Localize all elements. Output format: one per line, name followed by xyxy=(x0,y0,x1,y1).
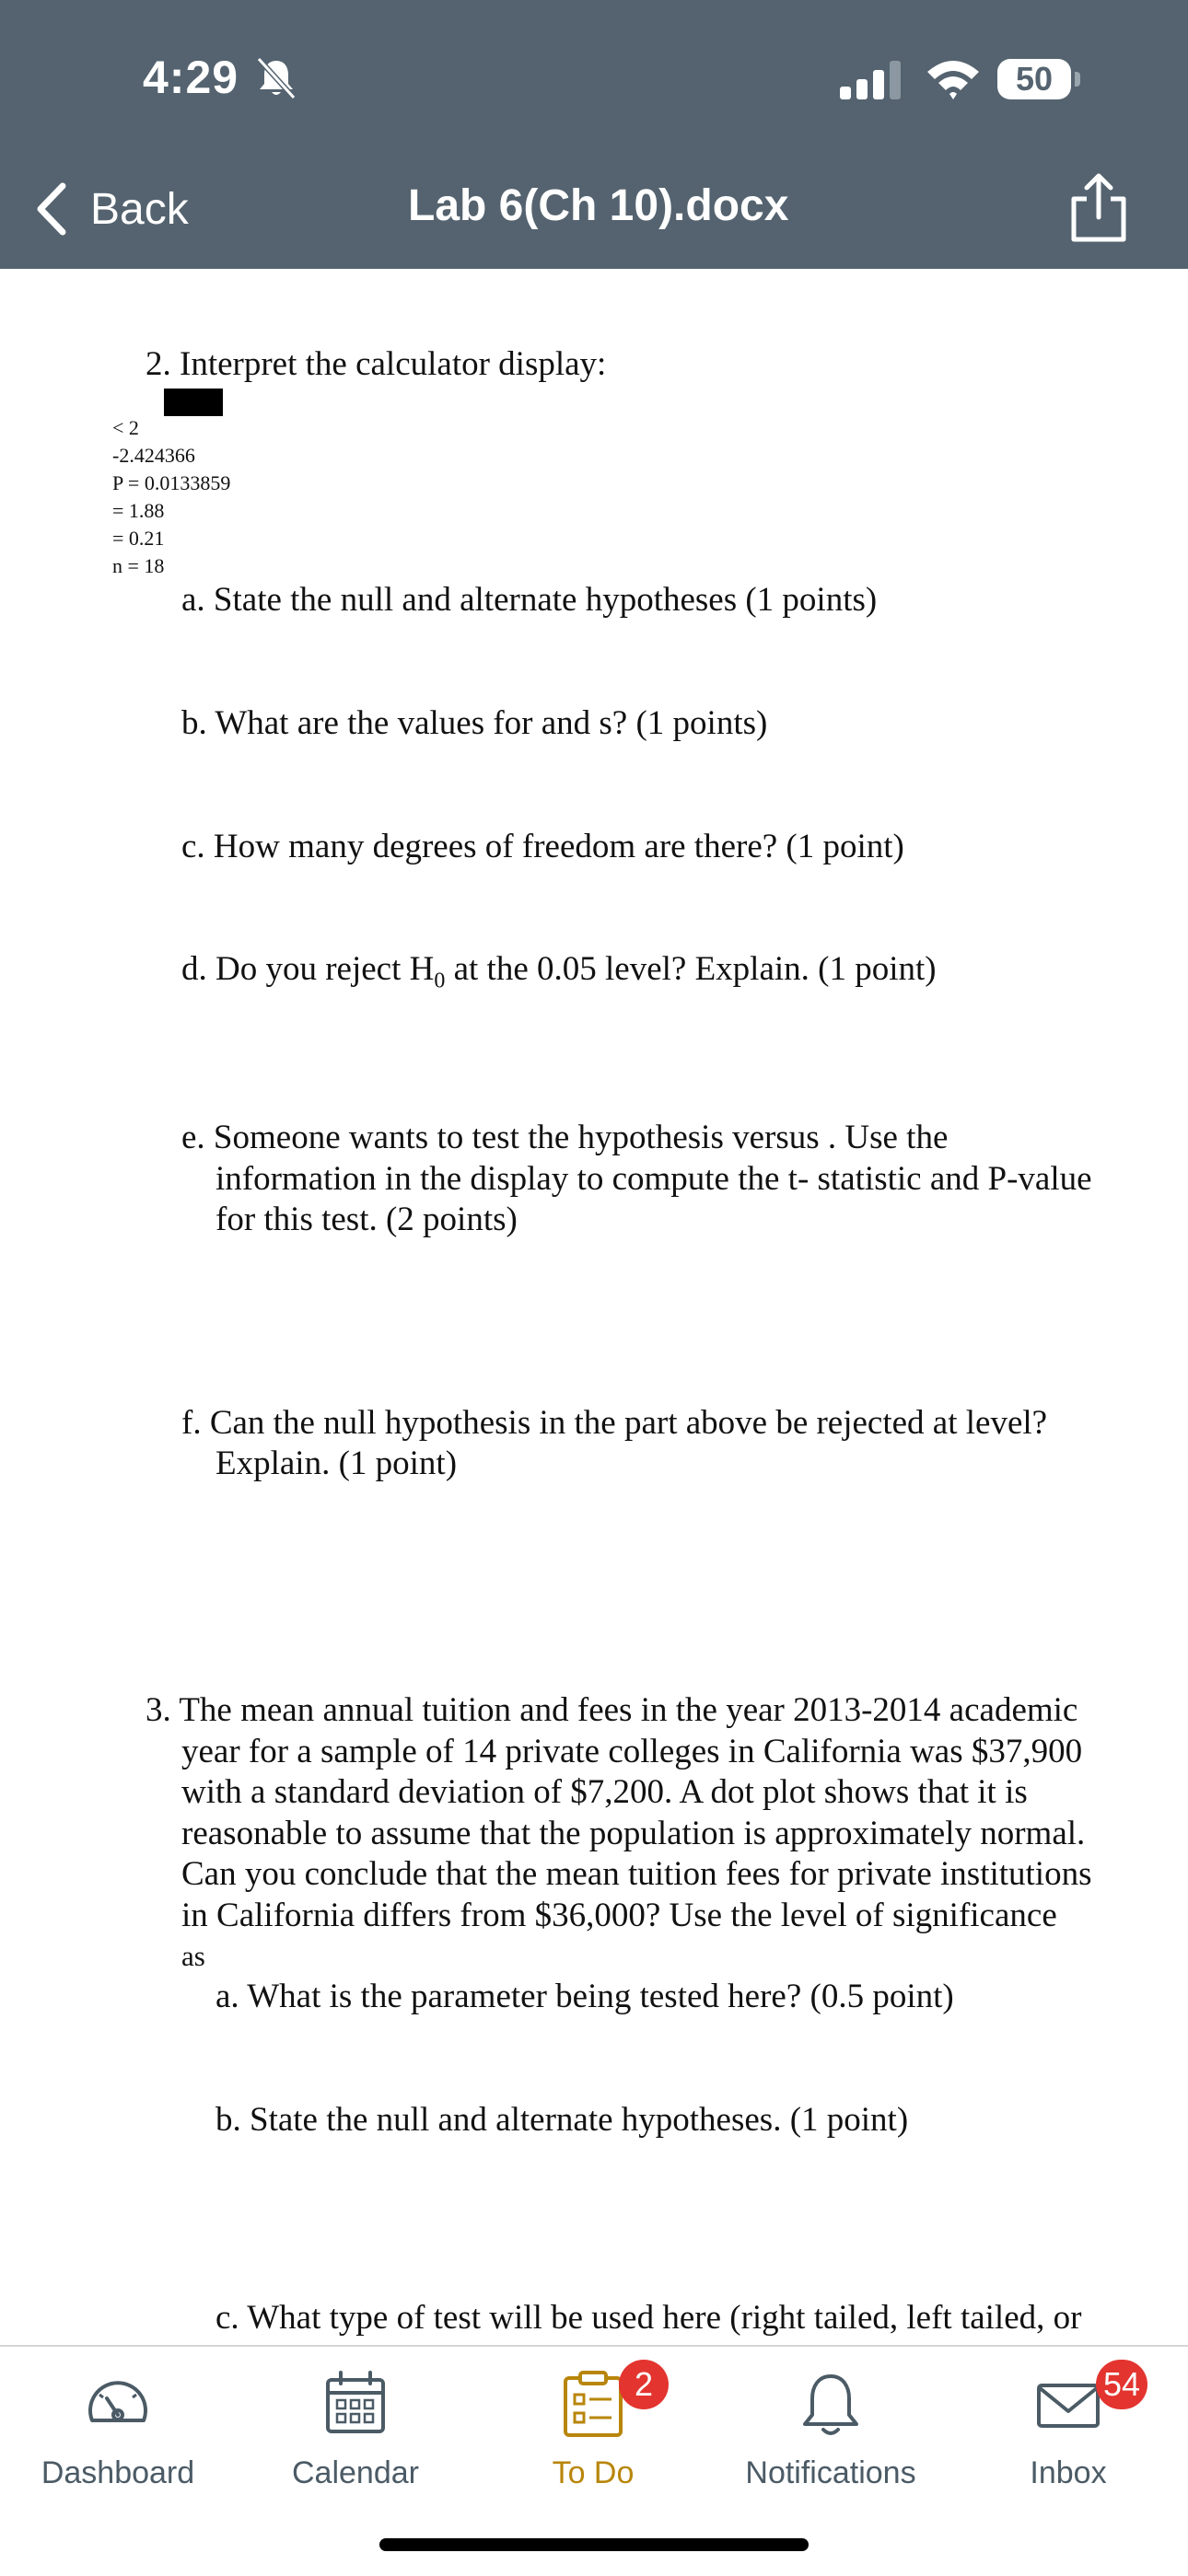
display-line: = 1.88 xyxy=(112,499,165,522)
tab-label: Calendar xyxy=(292,2455,419,2490)
display-line: P = 0.0133859 xyxy=(112,471,231,494)
back-button[interactable] xyxy=(33,177,189,241)
display-line: = 0.21 xyxy=(112,527,165,550)
battery-tip xyxy=(1075,72,1080,87)
question-2e-line: information in the display to compute the t- statistic and P-value xyxy=(215,1160,1092,1198)
question-3-line: as xyxy=(181,1940,205,1972)
document-viewer[interactable] xyxy=(0,269,1188,2345)
tab-todo[interactable] xyxy=(483,2360,704,2516)
tab-inbox[interactable] xyxy=(958,2360,1179,2516)
cellular-signal-icon xyxy=(840,61,906,99)
question-3-line: year for a sample of 14 private colleges in California was $37,900 xyxy=(181,1733,1083,1770)
display-line: -2.424366 xyxy=(112,444,195,467)
question-3-line: in California differs from $36,000? Use the level of significance xyxy=(181,1897,1057,1934)
display-line: n = 18 xyxy=(112,554,165,577)
display-line: < 2 xyxy=(112,416,139,439)
question-2c: c. How many degrees of freedom are there? (1 point) xyxy=(181,828,904,865)
question-2e-line: for this test. (2 points) xyxy=(215,1201,518,1238)
question-2d-rest: at the 0.05 level? Explain. (1 point) xyxy=(445,950,937,988)
bell-icon xyxy=(794,2367,868,2441)
question-3-line: 3. The mean annual tuition and fees in the year 2013-2014 academic xyxy=(146,1691,1078,1729)
redacted-block xyxy=(164,389,223,416)
question-3-line: with a standard deviation of $7,200. A dot plot shows that it is xyxy=(181,1773,1028,1811)
calendar-icon xyxy=(319,2367,392,2441)
question-3-line: Can you conclude that the mean tuition fees for private institutions xyxy=(181,1855,1092,1893)
battery-indicator xyxy=(997,57,1082,103)
question-2e-line: e. Someone wants to test the hypothesis versus . Use the xyxy=(181,1119,949,1156)
question-2b: b. What are the values for and s? (1 points) xyxy=(181,704,768,742)
inbox-badge: 54 xyxy=(1096,2360,1147,2409)
chevron-left-icon xyxy=(33,180,70,238)
question-3c: c. What type of test will be used here (right tailed, left tailed, or xyxy=(215,2299,1082,2337)
subscript-zero: 0 xyxy=(434,969,446,993)
tab-notifications[interactable] xyxy=(720,2360,941,2516)
tab-label: To Do xyxy=(552,2455,635,2490)
dashboard-icon xyxy=(81,2367,155,2441)
question-2d xyxy=(181,949,937,993)
question-3b: b. State the null and alternate hypotheses. (1 point) xyxy=(215,2101,909,2139)
battery-level: 50 xyxy=(997,59,1071,99)
status-time: 4:29 xyxy=(143,52,239,103)
question-2f-line: Explain. (1 point) xyxy=(215,1445,458,1482)
todo-badge: 2 xyxy=(619,2360,669,2409)
document-title: Lab 6(Ch 10).docx xyxy=(408,181,789,230)
question-2d-text: d. Do you reject H xyxy=(181,950,435,988)
inbox-icon xyxy=(1031,2367,1105,2441)
share-icon[interactable] xyxy=(1066,171,1131,245)
question-2-title: 2. Interpret the calculator display: xyxy=(146,345,607,383)
tab-label: Notifications xyxy=(745,2455,916,2490)
home-indicator[interactable] xyxy=(379,2538,809,2551)
tab-calendar[interactable] xyxy=(245,2360,466,2516)
silent-mode-icon xyxy=(253,55,299,101)
question-3a: a. What is the parameter being tested here? (0.5 point) xyxy=(215,1978,954,2015)
tab-label: Dashboard xyxy=(41,2455,195,2490)
question-2a: a. State the null and alternate hypotheses (1 points) xyxy=(181,581,878,619)
app-header xyxy=(0,0,1188,269)
wifi-icon xyxy=(924,57,983,101)
question-2f-line: f. Can the null hypothesis in the part above be rejected at level? xyxy=(181,1404,1048,1442)
question-3-line: reasonable to assume that the population is approximately normal. xyxy=(181,1815,1086,1852)
tab-dashboard[interactable] xyxy=(7,2360,228,2516)
back-label: Back xyxy=(90,184,189,234)
tab-label: Inbox xyxy=(1030,2455,1107,2490)
